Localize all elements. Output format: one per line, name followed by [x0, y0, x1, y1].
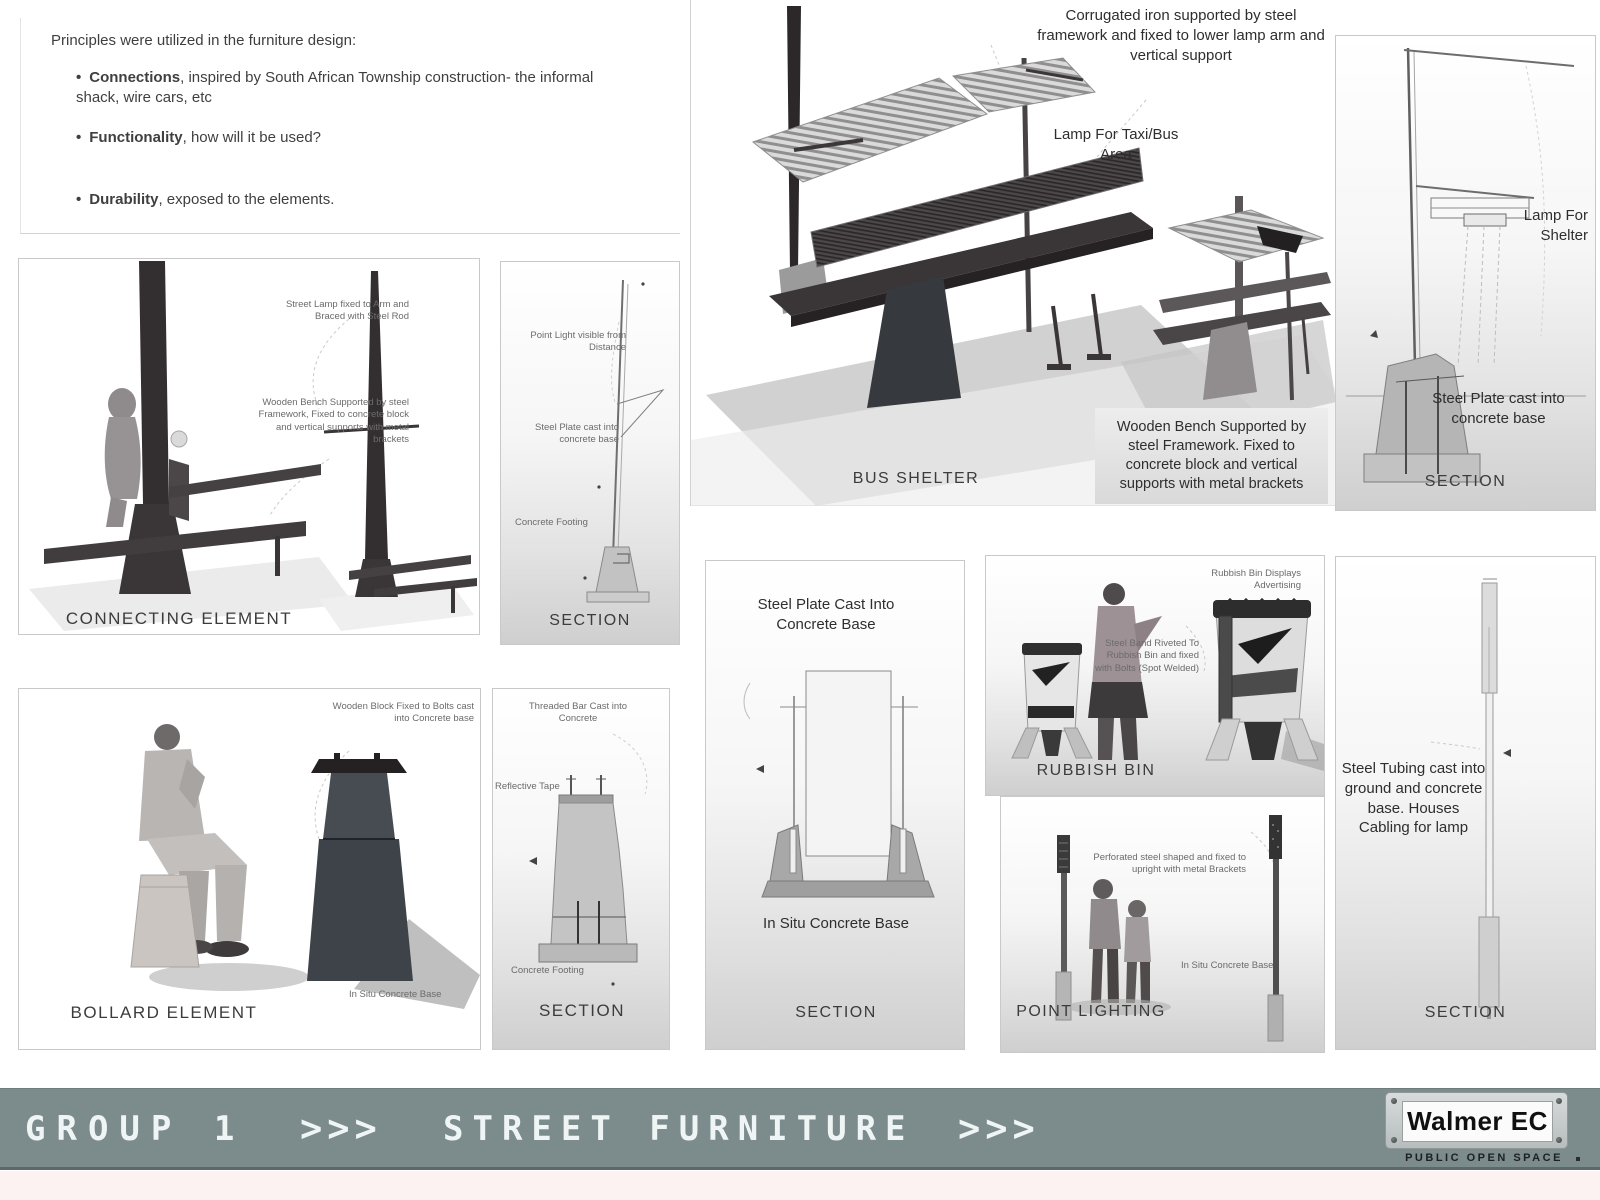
annotation-reflective-tape: Reflective Tape: [495, 781, 560, 792]
bottom-strip: [0, 1171, 1600, 1200]
caption-text: Wooden Bench Supported by steel Framework. Fixed to concrete block and vertical supports with metal brackets: [1116, 419, 1307, 492]
footer-arrows-right: >>>: [958, 1107, 1040, 1150]
annotation-threaded-bar: Threaded Bar Cast into Concrete: [528, 701, 628, 725]
section-connecting-drawing: [501, 262, 679, 644]
annotation-in-situ-base-lighting: In Situ Concrete Base: [1181, 960, 1274, 971]
annotation-steel-plate-cast: Steel Plate Cast Into Concrete Base: [757, 596, 895, 633]
section-bollard-panel: [492, 688, 670, 1050]
annotation-steel-tubing: Steel Tubing cast into ground and concrete base. Houses Cabling for lamp: [1341, 760, 1486, 837]
annotation-bin-advertising: Rubbish Bin Displays Advertising: [1211, 568, 1301, 592]
annotation-perforated-steel: Perforated steel shaped and fixed to upright with metal Brackets: [1093, 852, 1246, 876]
panel-title-bollard-element: BOLLARD ELEMENT: [70, 1003, 258, 1022]
panel-title-section-shelter: SECTION: [1424, 473, 1507, 490]
screw-icon: [1391, 1137, 1397, 1143]
annotation-wooden-bench: Wooden Bench Supported by steel Framework, Fixed to concrete block and vertical supports with metal brackets: [258, 397, 409, 446]
footer-arrows-left: >>>: [300, 1107, 382, 1150]
panel-title-bus-shelter: BUS SHELTER: [852, 470, 980, 487]
section-bollard-drawing: [493, 689, 669, 1049]
annotation-wooden-block: Wooden Block Fixed to Bolts cast into Concrete base: [332, 701, 474, 725]
annotation-in-situ-base: In Situ Concrete Base: [349, 989, 442, 1000]
annotation-lamp-for-shelter: Lamp For Shelter: [1523, 207, 1588, 244]
point-lighting-panel: [1000, 796, 1325, 1053]
principle-bullet-functionality: • Functionality, how will it be used?: [76, 129, 322, 146]
screw-icon: [1556, 1137, 1562, 1143]
section-shelter-panel: [1335, 35, 1596, 511]
annotation-lamp-taxi-bus: Lamp For Taxi/Bus Area: [1053, 126, 1179, 163]
panel-title-rubbish-bin: RUBBISH BIN: [1036, 762, 1156, 779]
bus-shelter-caption: [1095, 408, 1328, 504]
bullet-icon: •: [76, 191, 82, 208]
panel-title-section-bollard: SECTION: [538, 1001, 626, 1020]
bullet-icon: •: [76, 69, 82, 86]
annotation-point-light: Point Light visible from Distance: [530, 330, 626, 354]
panel-title-point-lighting: POINT LIGHTING: [1016, 1003, 1166, 1020]
annotation-corrugated-roof: Corrugated iron supported by steel framework and fixed to lower lamp arm and vertical support: [1037, 7, 1325, 64]
logo-subtitle: PUBLIC OPEN SPACE: [1405, 1152, 1563, 1164]
panel-title-section-plate: SECTION: [795, 1004, 877, 1021]
panel-title-connecting-element: CONNECTING ELEMENT: [65, 609, 293, 628]
connecting-element-drawing: [19, 259, 479, 634]
annotation-concrete-footing: Concrete Footing: [515, 517, 588, 528]
bus-shelter-panel: [690, 0, 1335, 506]
principle-bullet-durability: • Durability, exposed to the elements.: [76, 191, 335, 208]
rubbish-bin-panel: [985, 555, 1325, 796]
walmer-logo-plate: [1385, 1092, 1568, 1149]
section-connecting-panel: [500, 261, 680, 645]
panel-title-section-connecting: SECTION: [549, 612, 631, 629]
screw-icon: [1391, 1098, 1397, 1104]
section-tubing-panel: [1335, 556, 1596, 1050]
annotation-in-situ-concrete: In Situ Concrete Base: [763, 915, 909, 932]
footer-bar: [0, 1088, 1600, 1170]
section-steel-plate-panel: [705, 560, 965, 1050]
walmer-logo-text: Walmer EC: [1402, 1101, 1553, 1142]
annotation-steel-plate-shelter: Steel Plate cast into concrete base: [1432, 390, 1565, 427]
footer-group-label: GROUP 1: [25, 1109, 246, 1149]
panel-title-section-tubing: SECTION: [1424, 1004, 1507, 1021]
bollard-element-panel: [18, 688, 481, 1050]
bullet-icon: •: [76, 129, 82, 146]
annotation-concrete-footing-bollard: Concrete Footing: [511, 965, 584, 976]
annotation-steel-plate: Steel Plate cast into concrete base: [535, 422, 619, 446]
section-shelter-drawing: [1336, 36, 1595, 510]
logo-dot: [1576, 1157, 1580, 1161]
connecting-element-panel: [18, 258, 480, 635]
annotation-street-lamp: Street Lamp fixed to Arm and Braced with Steel Rod: [285, 299, 409, 323]
screw-icon: [1556, 1098, 1562, 1104]
footer-title: STREET FURNITURE: [443, 1109, 915, 1149]
principles-intro: Principles were utilized in the furniture design:: [51, 32, 357, 49]
annotation-steel-band: Steel Band Riveted To Rubbish Bin and fixed with Bolts (Spot Welded): [1095, 638, 1199, 674]
principle-bullet-connections: • Connections, inspired by South African Township construction- the informal shack, wire cars, etc: [76, 69, 594, 107]
principles-block: [20, 18, 680, 234]
